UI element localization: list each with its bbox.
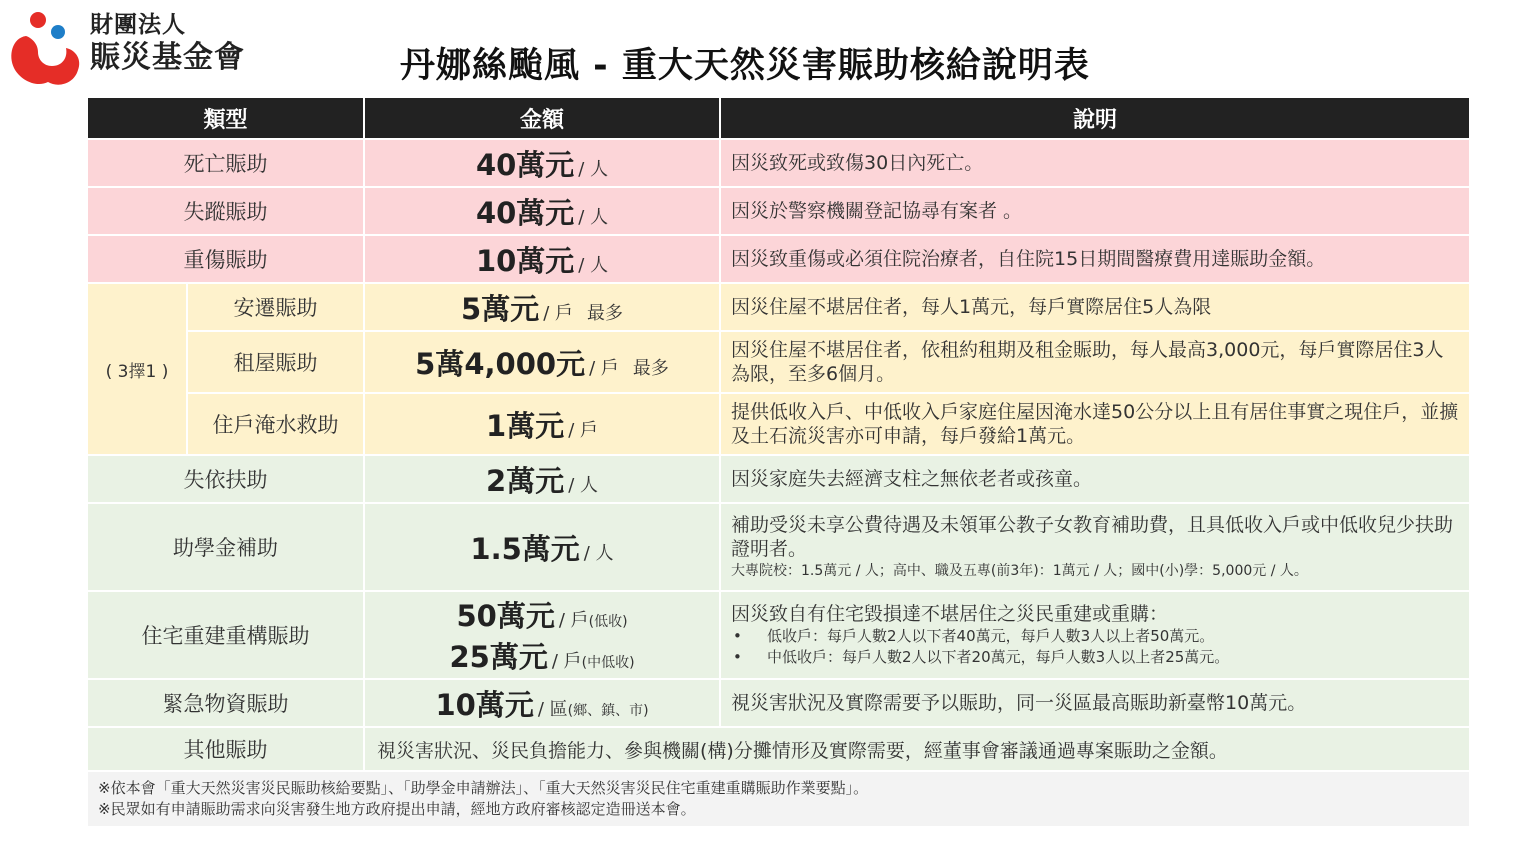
type-cell: 安遷賑助 [187, 283, 364, 331]
desc-bullets [731, 626, 1459, 668]
foundation-logo-icon [8, 8, 84, 88]
amount-unit: / 人 [578, 254, 609, 276]
amount-cell [364, 591, 720, 679]
amount-unit: / 戶 [543, 302, 573, 324]
desc-text: 因災致自有住宅毀損達不堪居住之災民重建或重購： [731, 603, 1169, 625]
desc-cell: 視災害狀況、災民負擔能力、參與機關(構)分攤情形及實際需要，經董事會審議通過專案賑助之金額。 [364, 727, 1470, 771]
amount-value: 5萬4,000元 [415, 346, 586, 381]
type-cell: 租屋賑助 [187, 331, 364, 393]
bullet-item: • 中低收戶：每戶人數2人以下者20萬元，每戶人數3人以上者25萬元。 [767, 647, 1459, 668]
amount-cell [364, 393, 720, 455]
amount-note: (中低收) [581, 655, 635, 671]
type-cell: 死亡賑助 [87, 139, 364, 187]
note-line: ※依本會「重大天然災害災民賑助核給要點」、「助學金申請辦法」、「重大天然災害災民住宅重建重購賑助作業要點」。 [98, 779, 869, 797]
amount-unit: / 戶 [568, 419, 598, 441]
type-cell: 重傷賑助 [87, 235, 364, 283]
type-cell: 緊急物資賑助 [87, 679, 364, 727]
amount-unit: / 人 [578, 158, 609, 180]
amount-value: 1.5萬元 [470, 531, 580, 566]
amount-cell [364, 679, 720, 727]
desc-cell: 提供低收入戶、中低收入戶家庭住屋因淹水達50公分以上且有居住事實之現住戶，並擴及土石流災害亦可申請，每戶發給1萬元。 [720, 393, 1470, 455]
header-amount: 金額 [364, 97, 720, 139]
amount-cell [364, 331, 720, 393]
amount-unit: / 戶 [558, 610, 589, 631]
amount-note: (鄉、鎮、市) [567, 702, 649, 719]
choose-one-label: ( 3擇1 ) [87, 283, 187, 455]
amount-unit: / 人 [583, 542, 614, 564]
desc-cell: 視災害狀況及實際需要予以賑助，同一災區最高賑助新臺幣10萬元。 [720, 679, 1470, 727]
amount-value-midlow: 25萬元 [449, 640, 548, 674]
row-resettle [87, 283, 1470, 331]
row-supplies [87, 679, 1470, 727]
row-dependent [87, 455, 1470, 503]
amount-value: 40萬元 [475, 195, 575, 230]
aid-table [86, 96, 1471, 828]
type-cell: 住宅重建重構賑助 [87, 591, 364, 679]
amount-cell [364, 455, 720, 503]
row-scholarship [87, 503, 1470, 591]
amount-cell [364, 283, 720, 331]
note-line: ※民眾如有申請賑助需求向災害發生地方政府提出申請，經地方政府審核認定造冊送本會。 [98, 800, 696, 818]
row-rebuild [87, 591, 1470, 679]
amount-value: 2萬元 [486, 463, 565, 498]
type-cell: 助學金補助 [87, 503, 364, 591]
row-injury [87, 235, 1470, 283]
org-name-line1: 財團法人 [90, 12, 186, 38]
desc-cell: 因災住屋不堪居住者，依租約租期及租金賑助，每人最高3,000元，每戶實際居住3人為限，至多6個月。 [720, 331, 1470, 393]
row-missing [87, 187, 1470, 235]
type-cell: 住戶淹水救助 [187, 393, 364, 455]
desc-cell: 因災家庭失去經濟支柱之無依老者或孩童。 [720, 455, 1470, 503]
amount-value: 40萬元 [475, 147, 575, 182]
desc-cell: 因災於警察機關登記協尋有案者 。 [720, 187, 1470, 235]
type-cell: 其他賑助 [87, 727, 364, 771]
amount-cell [364, 235, 720, 283]
page-title: 丹娜絲颱風 - 重大天然災害賑助核給說明表 [400, 46, 1090, 86]
org-logo [8, 8, 268, 88]
notes-row [87, 771, 1470, 827]
amount-cell [364, 187, 720, 235]
amount-unit: / 人 [568, 474, 598, 496]
row-death [87, 139, 1470, 187]
amount-unit: / 戶 [551, 651, 582, 672]
desc-text: 補助受災未享公費待遇及未領軍公教子女教育補助費，且具低收入戶或中低收兒少扶助證明者。 [731, 514, 1454, 560]
amount-unit: / 戶 [589, 357, 619, 379]
amount-note: (低收) [588, 614, 628, 630]
amount-value: 1萬元 [486, 408, 565, 443]
amount-value-low: 50萬元 [456, 599, 555, 633]
table-header-row [87, 97, 1470, 139]
amount-cell [364, 503, 720, 591]
amount-cell [364, 139, 720, 187]
desc-cell [720, 591, 1470, 679]
row-rent [87, 331, 1470, 393]
header-type: 類型 [87, 97, 364, 139]
desc-cell [720, 503, 1470, 591]
amount-max-label: 最多 [632, 357, 669, 379]
type-cell: 失蹤賑助 [87, 187, 364, 235]
desc-cell: 因災致死或致傷30日內死亡。 [720, 139, 1470, 187]
desc-detail: 大專院校：1.5萬元 / 人；高中、職及五專(前3年)：1萬元 / 人；國中(小)學：5,000元 / 人。 [731, 563, 1308, 579]
row-other [87, 727, 1470, 771]
desc-cell: 因災住屋不堪居住者，每人1萬元，每戶實際居住5人為限 [720, 283, 1470, 331]
amount-unit: / 區 [537, 698, 568, 720]
amount-unit: / 人 [578, 206, 609, 228]
amount-value: 5萬元 [461, 291, 540, 326]
org-name-line2: 賑災基金會 [90, 40, 245, 75]
amount-max-label: 最多 [587, 302, 623, 324]
amount-value: 10萬元 [475, 243, 575, 278]
desc-cell: 因災致重傷或必須住院治療者，自住院15日期間醫療費用達賑助金額。 [720, 235, 1470, 283]
row-flood [87, 393, 1470, 455]
header-desc: 說明 [720, 97, 1470, 139]
amount-value: 10萬元 [435, 687, 534, 722]
type-cell: 失依扶助 [87, 455, 364, 503]
bullet-item: • 低收戶：每戶人數2人以下者40萬元，每戶人數3人以上者50萬元。 [767, 626, 1459, 647]
notes-cell [87, 771, 1470, 827]
